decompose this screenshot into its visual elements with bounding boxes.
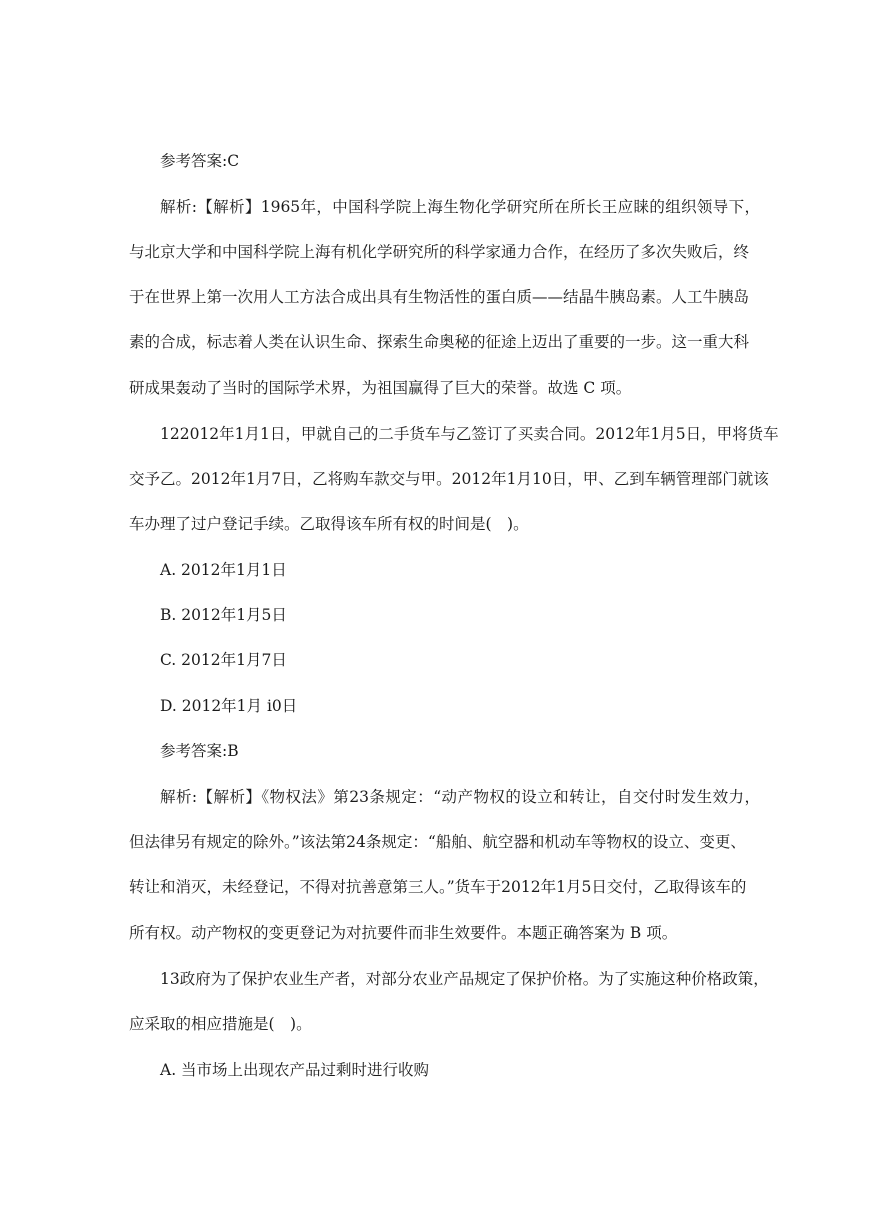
analysis-q11-line-3: 于在世界上第一次用人工方法合成出具有生物活性的蛋白质——结晶牛胰岛素。人工牛胰岛 — [129, 288, 750, 306]
analysis-q11-line-4: 素的合成，标志着人类在认识生命、探索生命奥秘的征途上迈出了重要的一步。这一重大科 — [129, 333, 750, 351]
option-q12-d: D. 2012年1月 i0日 — [160, 697, 298, 715]
analysis-q11-line-5: 研成果轰动了当时的国际学术界，为祖国赢得了巨大的荣誉。故选 C 项。 — [129, 379, 632, 397]
analysis-q12-line-2: 但法律另有规定的除外。”该法第24条规定：“船舶、航空器和机动车等物权的设立、变更、 — [129, 833, 746, 851]
question-13-line-1: 13政府为了保护农业生产者，对部分农业产品规定了保护价格。为了实施这种价格政策， — [160, 970, 769, 988]
question-12-line-3: 车办理了过户登记手续。乙取得该车所有权的时间是( )。 — [129, 515, 529, 533]
option-q12-b: B. 2012年1月5日 — [160, 606, 287, 624]
option-q13-a: A. 当市场上出现农产品过剩时进行收购 — [160, 1061, 430, 1079]
analysis-q11-line-2: 与北京大学和中国科学院上海有机化学研究所的科学家通力合作，在经历了多次失败后，终 — [129, 243, 750, 261]
question-13-line-2: 应采取的相应措施是( )。 — [129, 1015, 312, 1033]
option-q12-c: C. 2012年1月7日 — [160, 651, 287, 669]
answer-q12: 参考答案:B — [160, 742, 239, 760]
answer-q11: 参考答案:C — [160, 152, 240, 170]
analysis-q12-line-4: 所有权。动产物权的变更登记为对抗要件而非生效要件。本题正确答案为 B 项。 — [129, 924, 678, 942]
question-12-line-2: 交予乙。2012年1月7日，乙将购车款交与甲。2012年1月10日，甲、乙到车辆管理部门就该 — [129, 470, 769, 488]
analysis-q11-line-1: 解析:【解析】1965年，中国科学院上海生物化学研究所在所长王应睐的组织领导下， — [160, 198, 760, 216]
option-q12-a: A. 2012年1月1日 — [160, 561, 287, 579]
analysis-q12-line-1: 解析:【解析】《物权法》第23条规定：“动产物权的设立和转让，自交付时发生效力， — [160, 788, 760, 806]
analysis-q12-line-3: 转让和消灭，未经登记，不得对抗善意第三人。”货车于2012年1月5日交付，乙取得该车的 — [129, 878, 747, 896]
question-12-line-1: 122012年1月1日，甲就自己的二手货车与乙签订了买卖合同。2012年1月5日，甲将货车 — [160, 425, 779, 443]
